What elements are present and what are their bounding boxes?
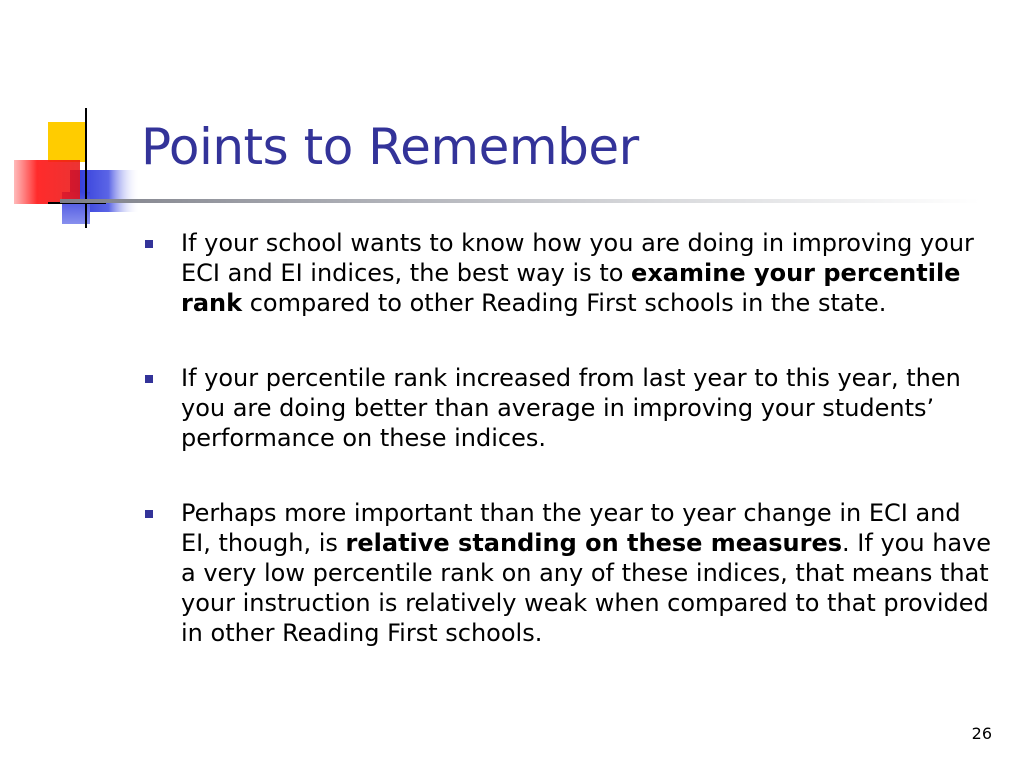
bullet-text: . If you have a very low percentile rank on any of these indices, that means that your instruction is relatively weak when compared to that provided in other Reading First schools. xyxy=(181,529,992,647)
square-bullet-icon xyxy=(145,240,153,248)
bullet-text: If your percentile rank increased from last year to this year, then you are doing better than average in improving your students’ performance on these indices. xyxy=(181,364,961,452)
bullet-list xyxy=(143,228,993,693)
bullet-item xyxy=(143,498,993,648)
bullet-text: compared to other Reading First schools in the state. xyxy=(242,289,887,317)
logo-yellow-square xyxy=(48,122,86,162)
bullet-text: Perhaps more important than the year to year change in ECI and EI, though, is xyxy=(181,499,961,557)
bullet-item xyxy=(143,228,993,318)
decorative-logo xyxy=(0,100,150,235)
title-divider xyxy=(60,199,980,203)
logo-red-square xyxy=(14,160,80,204)
bullet-item xyxy=(143,363,993,453)
slide-title: Points to Remember xyxy=(141,118,639,176)
square-bullet-icon xyxy=(145,375,153,383)
square-bullet-icon xyxy=(145,510,153,518)
bullet-emphasis: examine your percentile rank xyxy=(181,259,961,317)
page-number: 26 xyxy=(971,724,992,743)
bullet-text: If your school wants to know how you are doing in improving your ECI and EI indices, the best way is to xyxy=(181,229,974,287)
bullet-emphasis: relative standing on these measures xyxy=(345,529,843,557)
